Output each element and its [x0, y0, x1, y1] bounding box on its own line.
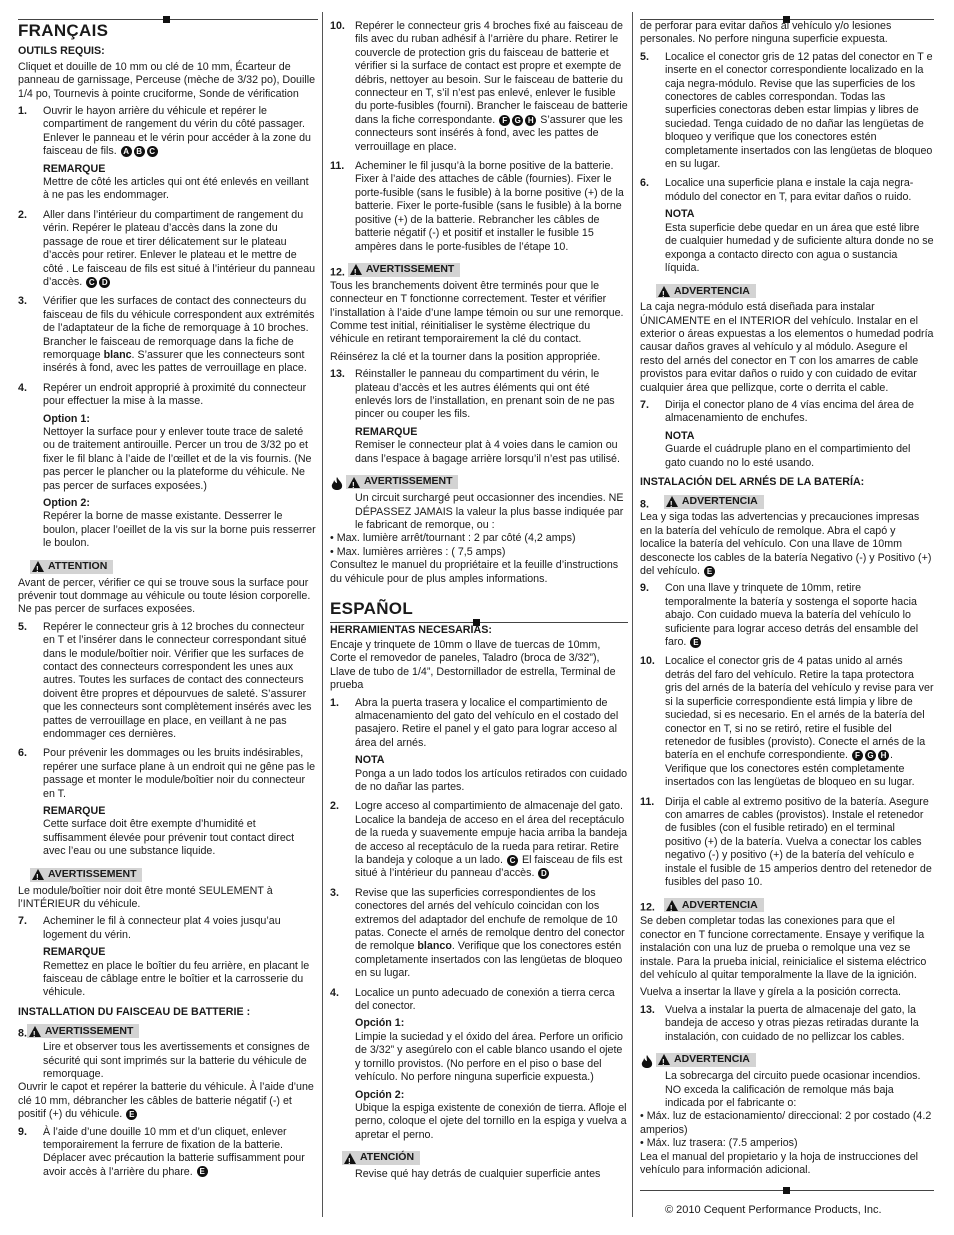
step-12-text: Tous les branchements doivent être terminés pour que le connecteur en T fonctionne correctement. Tester et vérifier l’installation à l’aide d’une lampe témoin ou sur une remorque. Comme test initial, réinitialiser le système électrique du véhicule en retirant temporairement la clé du contact. — [330, 279, 624, 346]
step-6: 6. Pour prévenir les dommages ou les bruits indésirables, repérer une surface plane à un endroit qui ne gêne pas le passage et monter le module/boîtier noir du connecteur en T. REMARQUE Cette surface doit être exempte d’humidité et suffisamment élevée pour prévenir tout contact direct avec l’eau ou une substance liquide. — [18, 747, 316, 858]
callout-g-icon: G — [512, 115, 523, 126]
note-text: Mettre de côté les articles qui ont été enlevés en veillant à ne pas les endommager. — [43, 176, 309, 202]
callout-f-icon: F — [852, 750, 863, 761]
step-12-text-b: Réinsérez la clé et la tourner dans la position appropriée. — [330, 350, 601, 363]
option-2-text: Ubique la espiga existente de conexión de tierra. Afloje el perno, coloque el ojete del tornillo en la espiga y vuelva a apretar el perno. — [355, 1101, 627, 1141]
step-text: Abra la puerta trasera y localice el compartimiento de almacenamiento del gato del vehículo en el costado del pasajero. Retire el panel y el gato para lograr acceso al área del arnés. — [355, 696, 619, 749]
callout-g-icon: G — [865, 750, 876, 761]
step-10: 10. Localice el conector gris de 4 patas unido al arnés detrás del faro del vehículo. Retire la tapa protectora gris del arnés de la batería del vehículo y revise para ver si la superficie correspondiente está limpia y libre de suciedad, si es necesario. En el arnés de la batería del conector en T, si no se retiró, retire el fusible del retenedor de fusibles (provisto). Conecte el arnés de la batería en el enchufe correspondiente. F G H . Verifique que los conectores estén completamente insertados con las lengüetas de bloqueo en su lugar. — [640, 655, 934, 789]
note-label: NOTA — [665, 429, 695, 442]
callout-d-icon: D — [538, 868, 549, 879]
step-4: 4. Repérer un endroit approprié à proximité du connecteur pour effectuer la mise à la masse. Option 1: Nettoyer la surface pour y enlever toute trace de saleté ou de traitement antirouille. Percer un trou de 3/32 po et fixer le fil blanc à l’aide de l’œillet et de la vis fournis. (Ne pas percer le plancher ou la plateforme du véhicule. Ne pas percer de surfaces exposées.) Option 2: Repérer la borne de masse existante. Desserrer le boulon, placer l’oeillet de la vis sur la borne puis resserrer le boulon. — [18, 381, 316, 550]
step-1: 1. Ouvrir le hayon arrière du véhicule et repérer le compartiment de rangement du vérin du côté passager. Enlever le panneau et le vérin pour accéder à la zone du faisceau de fils. A B C REMARQUE Mettre de côté les articles qui ont été enlevés en veillant à ne pas les endommager. — [18, 105, 316, 203]
step-text: Vuelva a instalar la puerta de almacenaje del gato, la bandeja de acceso y otras piezas retiradas durante la instalación, con cuidado de no pellizcar los cables. — [665, 1003, 919, 1043]
warning-badge: ! AVERTISSEMENT — [30, 868, 142, 882]
atencion-text: Revise qué hay detrás de cualquier superficie antes — [355, 1168, 601, 1181]
step-13: 13. Réinstaller le panneau du compartiment du vérin, le plateau d’accès et les autres éléments qui ont été enlevés lors de l’installation, en prenant soin de ne pas pincer ou couper les fils. REMARQUE Remiser le connecteur plat à 4 voies dans le camion ou dans l’espace à bagage arrière lorsqu’il n’est pas utilisé. — [330, 368, 628, 466]
atencion-badge: ! ATENCIÓN — [342, 1151, 420, 1165]
warning-icon — [658, 1054, 670, 1065]
bullet-item: • Máx. luz de estacionamiento/ direccional: 2 por costado (4.2 amperios) — [640, 1110, 932, 1136]
step-text: Vérifier que les surfaces de contact des connecteurs du faisceau de fils du véhicule correspondent aux extrémités de l’adaptateur de la fiche de remorquage à 10 broches. Brancher le faisceau de remorquage dans la fiche de remorquage — [43, 295, 315, 361]
note-text: Esta superficie debe quedar en un área que esté libre de cualquier humedad y de suficiente altura donde no se exponga a contacto directo con agua o sustancia líquida. — [665, 221, 934, 274]
callout-c-icon: C — [147, 146, 158, 157]
callout-e-icon: E — [704, 566, 715, 577]
callout-e-icon: E — [126, 1109, 137, 1120]
step-text: Repérer un endroit approprié à proximité du connecteur pour effectuer la mise à la masse. — [43, 381, 307, 408]
warning-badge: ! AVERTISSEMENT — [346, 475, 458, 489]
warning-icon — [344, 1153, 356, 1164]
step-13: 13. Vuelva a instalar la puerta de almacenaje del gato, la bandeja de acceso y otras piezas retiradas durante la instalación, con cuidado de no pellizcar los cables. — [640, 1003, 919, 1043]
fire-warning-end: Consultez le manuel du propriétaire et la feuille d’instructions du véhicule pour de plus amples informations. — [330, 559, 619, 585]
copyright: © 2010 Cequent Performance Products, Inc. — [665, 1204, 882, 1216]
column-2 — [330, 14, 628, 1181]
note-text: Remettez en place le boîtier du feu arrière, en placant le faisceau de câblage entre le boîtier et la carrosserie du véhicule. — [43, 959, 310, 999]
step-8-head: 8. ! ADVERTENCIA — [640, 492, 934, 512]
warning-text: La caja negra-módulo está diseñada para instalar ÚNICAMENTE en el INTERIOR del vehículo. Instalar en el exterior o áreas expuestas a los elementos o humedad podría causar daños graves al vehículo y al módulo. Asegure el resto del arnés del conector en T con los amarres de cable provistos para evitar daños o ruido y con cuidado de evitar cualquier área que pellizque, corte o derrita el cable. — [640, 301, 934, 394]
step-text: Acheminer le fil jusqu’à la borne positive de la batterie. Fixer à l’aide des attaches de câble (fournies). Fixer le porte-fusible (sans le fusible) à la borne positive (+) de la batterie. Fixer le porte-fusible (sans le fusible) à la borne positive (+) de la batterie. Rebrancher les câbles de batterie négatif (-) et positif et installer le fusible 15 ampères dans le porte-fusibles de l’étape 10. — [355, 160, 624, 253]
step-text: Localice un punto adecuado de conexión a tierra cerca del conector. — [355, 986, 615, 1013]
step-text: Localice una superficie plana e instale la caja negra-módulo del conector en T, para evitar daños o ruido. — [665, 177, 914, 203]
note-label: REMARQUE — [43, 946, 106, 959]
step-3: 3. Revise que las superficies correspondientes de los conectores del arnés del vehículo coincidan con los extremos del adaptador del enchufe de remolque de 10 patas. Conecte el arnés de remolque dentro del conector de remolque blanco. Verifique que los conectores estén completamente insertados con las lengüetas de bloqueo en su lugar. — [330, 886, 625, 980]
callout-e-icon: E — [690, 637, 701, 648]
fire-warning-head — [330, 472, 628, 492]
callout-h-icon: H — [878, 750, 889, 761]
attention-block — [30, 557, 316, 577]
callout-c-icon: C — [507, 855, 518, 866]
section-title-spanish: ESPAÑOL — [330, 599, 414, 619]
option-1-text: Limpie la suciedad y el óxido del área. Perfore un orificio de 3/32” y asegúrelo con el cable blanco usando el ojete y tornillo provistos. (No perfore en el piso o base del vehículo. No perfore ninguna superficie expuesta.) — [355, 1030, 623, 1084]
step-12-text: Se deben completar todas las conexiones para que el conector en T funcione correctamente. Ensaye y verifique la instalación con una luz de prueba o remolque una vez se instale. Para la prueba inicial, reinicialice el sistema eléctrico del vehículo al quitar temporalmente la llave de la ignición. — [640, 915, 927, 981]
step-text: Revise que las superficies correspondientes de los conectores del arnés del vehículo coincidan con los extremos del adaptador del enchufe de remolque de 10 patas. Conecte el arnés de remolque dentro del conector de remolque — [355, 886, 625, 953]
tools-list: Encaje y trinquete de 10mm o llave de tuercas de 10mm, Corte el removedor de paneles, Taladro (broca de 3/32”), Llave de tubo de 1/4”, Destornillador de estrella, Terminal de prueba — [330, 638, 616, 692]
step-text: Ouvrir le hayon arrière du véhicule et repérer le compartiment de rangement du vérin du côté passager. Enlever le panneau et le vérin pour accéder à la zone du faisceau de fils. — [43, 105, 311, 158]
note-label: NOTA — [665, 208, 695, 221]
step-text: Localice el conector gris de 4 patas unido al arnés detrás del faro del vehículo. Retire la tapa protectora gris del arnés de la batería del vehículo y revise para ver si la superficie correspondiente está limpia y libre de suciedad, si es necesario. En el arnés de la batería del conector en T, si no se retiró, retire el fusible del retenedor de fusibles (provisto). Conecte el arnés de la batería en el enchufe correspondiente. — [665, 655, 934, 762]
step-7: 7. Dirija el conector plano de 4 vías encima del área de almacenamiento de enchufes. NOTA Guarde el cuádruple plano en el compartimiento del gato cuando no lo esté usando. — [640, 399, 934, 470]
tools-heading: OUTILS REQUIS: — [18, 45, 105, 58]
step-8-head: 8. ! AVERTISSEMENT — [18, 1021, 316, 1041]
fire-icon — [640, 1055, 654, 1070]
step-9: 9. À l’aide d’une douille 10 mm et d’un cliquet, enlever temporairement la ferrure de fixation de la batterie. Déplacer avec précaution la batterie suffisamment pour avoir accès à l’arrière du phare. E — [18, 1125, 305, 1178]
warning-badge: ! AVERTISSEMENT — [27, 1024, 139, 1038]
option-2-text: Repérer la borne de masse existante. Desserrer le boulon, placer l’oeillet de la vis sur la borne puis resserrer le boulon. — [43, 510, 316, 550]
step-6: 6. Localice una superficie plana e instale la caja negra-módulo del conector en T, para evitar daños o ruido. NOTA Esta superficie debe quedar en un área que esté libre de cualquier humedad y de suficiente altura donde no se exponga a contacto directo con agua o sustancia líquida. — [640, 177, 934, 274]
warning-text: Le module/boîtier noir doit être monté SEULEMENT à l’INTÉRIEUR du véhicule. — [18, 884, 273, 910]
column-french-1 — [18, 14, 316, 1185]
step-text: Repérer le connecteur gris à 12 broches du connecteur en T et l’insérer dans le connecteur correspondant situé dans le module/boîtier noir. Vérifier que les surfaces de contact des connecteurs correspondent les unes aux autres. Toutes les surfaces de contact des connecteurs doivent être propres et dépourvues de saleté. S’assurer que les connecteurs sont complètement insérés avec les pattes de verrouillage en place, en veillant à ne pas endommager ces dernières. — [43, 620, 312, 740]
option-1-label: Opción 1: — [355, 1017, 405, 1030]
step-text: Dirija el conector plano de 4 vías encima del área de almacenamiento de enchufes. — [665, 399, 914, 425]
step-10: 10. Repérer le connecteur gris 4 broches fixé au faisceau de fils avec du ruban adhésif à l’arrière du phare. Retirer le couvercle de protection gris du faisceau de batterie et vérifier si la surface de contact est propre et exempte de débris, nettoyer au besoin. Sur le faisceau de batterie du connecteur en T, s’il n’est pas enlevé, enlever le fusible du porte-fusibles (fourni). Brancher le faisceau de batterie dans la fiche correspondante. F G H S’assurer que les connecteurs sont insérés à fond, avec les pattes de verrouillage en place. — [330, 20, 628, 153]
step-12-head: 12. ! ADVERTENCIA — [640, 895, 934, 915]
step-5: 5. Repérer le connecteur gris à 12 broches du connecteur en T et l’insérer dans le connecteur correspondant situé dans le module/boîtier noir. Vérifier que les surfaces de contact des connecteurs correspondent les unes aux autres. Toutes les surfaces de contact des connecteurs doivent être propres et dépourvues de saleté. S’assurer que les connecteurs sont complètement insérés avec les pattes de verrouillage en place, en veillant à ne pas endommager ces dernières. — [18, 620, 312, 740]
step-text: Réinstaller le panneau du compartiment du vérin, le plateau d’accès et les autres éléments qui ont été enlevés lors de l’installation, en prenant soin de ne pas pincer ou couper les fils. — [355, 368, 615, 421]
column-divider-2 — [632, 12, 633, 1217]
callout-b-icon: B — [134, 146, 145, 157]
step-9: 9. Con una llave y trinquete de 10mm, retire temporalmente la batería y sostenga el soporte hacia abajo. Con cuidado mueva la batería del vehículo lo suficiente para lograr acceso detrás del ensamble del faro. E — [640, 582, 919, 649]
option-2-label: Option 2: — [43, 497, 90, 509]
note-label: REMARQUE — [355, 425, 418, 438]
step-text: Aller dans l’intérieur du compartiment de rangement du vérin. Repérer le plateau d’accès dans la zone du passage de roue et tirer délicatement sur le plateau d’accès pour retirer. Enlever le plateau et le mettre de côté . Le faisceau de fils est situé à l’intérieur du panneau d’accès. — [43, 208, 316, 288]
step-2: 2. Logre acceso al compartimiento de almacenaje del gato. Localice la bandeja de acceso en el área del receptáculo de la rueda y suavemente empuje hacia arriba la bandeja de acceso al receptáculo de la rueda para retirar. Retire la bandeja y coloque a un lado. C El faisceau de fils est situé à l’intérieur du panneau d’accès. D — [330, 800, 628, 880]
note-label: REMARQUE — [43, 805, 106, 818]
step-1: 1. Abra la puerta trasera y localice el compartimiento de almacenamiento del gato del vehículo en el costado del pasajero. Retire el panel y el gato para lograr acceso al área del arnés. NOTA Ponga a un lado todos los artículos retirados con cuidado de no dañar las partes. — [330, 696, 628, 793]
warning-badge: ! ADVERTENCIA — [656, 1053, 756, 1067]
battery-heading: INSTALACIÓN DEL ARNÉS DE LA BATERÍA: — [640, 476, 865, 489]
note-label: NOTA — [355, 754, 385, 767]
atencion-text-cont: de perforar para evitar daños al vehículo y/o lesiones personales. No perfore ninguna superficie expuesta. — [640, 20, 892, 46]
step-3: 3. Vérifier que les surfaces de contact des connecteurs du faisceau de fils du véhicule correspondent aux extrémités de l’adaptateur de la fiche de remorquage à 10 broches. Brancher le faisceau de remorquage dans la fiche de remorquage blanc. S’assurer que les connecteurs sont insérés à fond, avec les pattes de verrouillage en place. — [18, 295, 315, 375]
warning-badge: ! AVERTISSEMENT — [348, 263, 460, 277]
step-text: Dirija el cable al extremo positivo de la batería. Asegure con amarres de cables (provistos). Instale el retenedor de fusibles (con el fusible retirado) en el terminal positivo (+) de la batería. Vuelva a conectar los cables negativo (-) y positivo (+) de la batería del vehículo e instale el fusible de 15 amperios dentro del retenedor de fusibles del paso 10. — [665, 795, 932, 888]
step-4: 4. Localice un punto adecuado de conexión a tierra cerca del conector. Opción 1: Limpie la suciedad y el óxido del área. Perfore un orificio de 3/32” y asegúrelo con el cable blanco usando el ojete y tornillo provistos. (No perfore en el piso o base del vehículo. No perfore ninguna superficie expuesta.) Opción 2: Ubique la espiga existente de conexión de tierra. Afloje el perno, coloque el ojete del tornillo en la espiga y vuelva a apretar el perno. — [330, 986, 627, 1141]
warning-badge: ! ADVERTENCIA — [664, 495, 764, 509]
step-text: À l’aide d’une douille 10 mm et d’un cliquet, enlever temporairement la ferrure de fixation de la batterie. Déplacer avec précaution la batterie suffisamment pour avoir accès à l’arrière du phare. — [43, 1125, 305, 1178]
battery-heading: INSTALLATION DU FAISCEAU DE BATTERIE : — [18, 1005, 251, 1018]
bullet-item: • Máx. luz trasera: (7.5 amperios) — [640, 1137, 798, 1150]
callout-h-icon: H — [525, 115, 536, 126]
note-text: Guarde el cuádruple plano en el compartimiento del gato cuando no lo esté usando. — [665, 443, 911, 469]
fire-warning-text: Un circuit surchargé peut occasionner des incendies. NE DÉPASSEZ JAMAIS la valeur la plus basse indiquée par le fabricant de remorque, ou : — [355, 492, 624, 532]
step-12-head: 12. ! AVERTISSEMENT — [330, 260, 628, 280]
warning-badge: ! ADVERTENCIA — [656, 284, 756, 298]
column-spanish-2 — [640, 14, 934, 1181]
warning-icon — [350, 264, 362, 275]
warning-badge: ! ADVERTENCIA — [664, 898, 764, 912]
callout-d-icon: D — [99, 277, 110, 288]
step-text: Localice el conector gris de 12 patas del conector en T e inserte en el conector correspondiente localizado en la caja negra-módulo. Revise que las superficies de los conectores de cables correspondan. Todas las superficies conectoras deben estar limpias y libres de suciedad. Tenga cuidado de no dañar las lengüetas de bloqueo y verifique que los conectores estén completamente insertados con las lengüetas de bloqueo en su lugar. — [665, 50, 933, 171]
step-8-text: Lea y siga todas las advertencias y precauciones impresas en la batería del vehículo de remolque. Abra el capó y localice la batería del vehículo. Con una llave de 10mm desconecte los cables de la batería Negativo (-) y Positivo (+) del vehículo. E — [640, 511, 932, 578]
step-11: 11. Dirija el cable al extremo positivo de la batería. Asegure con amarres de cables (provistos). Instale el retenedor de fusibles (con el fusible retirado) en el terminal positivo (+) de la batería. Vuelva a conectar los cables negativo (-) y positivo (+) de la batería del vehículo e instale el fusible de 15 amperios dentro del retenedor de fusibles del paso 10. — [640, 795, 932, 888]
warning-icon — [666, 496, 678, 507]
callout-f-icon: F — [499, 115, 510, 126]
warning-icon — [29, 1026, 41, 1037]
step-text: Pour prévenir les dommages ou les bruits indésirables, repérer une surface plane à un endroit qui ne gêne pas le passage et monter le module/boîtier noir du connecteur en T. — [43, 747, 316, 800]
note-text: Remiser le connecteur plat à 4 voies dans le camion ou dans l’espace à bagage arrière lorsqu’il n’est pas utilisé. — [355, 439, 620, 465]
advertencia-block — [656, 281, 934, 301]
note-text: Ponga a un lado todos los artículos retirados con cuidado de no dañar las partes. — [355, 767, 628, 793]
bullet-item: • Max. lumières arrières : ( 7,5 amps) — [330, 545, 506, 558]
bullet-item: • Max. lumière arrêt/tournant : 2 par côté (4,2 amps) — [330, 532, 576, 545]
option-1-label: Option 1: — [43, 412, 90, 425]
step-text: Repérer le connecteur gris 4 broches fixé au faisceau de fils avec du ruban adhésif à l’arrière du phare. Retirer le couvercle de protection gris du faisceau de batterie et vérifier si la surface de contact est propre et exempte de débris, nettoyer au besoin. Sur le faisceau de batterie du connecteur en T, s’il n’est pas enlevé, enlever le fusible du porte-fusibles (fourni). Brancher le faisceau de batterie dans la fiche correspondante. — [355, 20, 628, 126]
warning-icon — [348, 477, 360, 488]
callout-e-icon: E — [197, 1166, 208, 1177]
note-label: REMARQUE — [43, 162, 106, 175]
step-text: Con una llave y trinquete de 10mm, retire temporalmente la batería y sostenga el soporte hacia abajo. Con cuidado mueva la batería del vehículo lo suficiente para lograr acceso detrás del ensamble del faro. — [665, 582, 919, 649]
tools-heading: HERRAMIENTAS NECESARIAS: — [330, 623, 492, 636]
warning-icon — [666, 900, 678, 911]
callout-a-icon: A — [121, 146, 132, 157]
option-2-label: Opción 2: — [355, 1088, 405, 1101]
callout-c-icon: C — [86, 277, 97, 288]
step-2: 2. Aller dans l’intérieur du compartiment de rangement du vérin. Repérer le plateau d’accès dans la zone du passage de roue et tirer délicatement sur le plateau d’accès pour retirer. Enlever le plateau et le mettre de côté . Le faisceau de fils est situé à l’intérieur du panneau d’accès. C D — [18, 208, 316, 288]
warning-icon — [32, 869, 44, 880]
note-text: Cette surface doit être exempte d’humidité et suffisamment élevée pour prévenir tout contact direct avec l’eau ou une substance liquide. — [43, 818, 295, 858]
warning-icon — [658, 286, 670, 297]
rule-marker — [783, 1187, 790, 1194]
warning-icon — [32, 561, 44, 572]
tools-list: Cliquet et douille de 10 mm ou clé de 10 mm, Écarteur de panneau de garnissage, Perceuse (mèche de 3/32 po), Douille 1/4 po, Tournevis à pointe cruciforme, Sonde de vérification — [18, 60, 316, 100]
fire-warning-text: La sobrecarga del circuito puede ocasionar incendios. NO exceda la calificación de remolque más baja indicada por el fabricante o: — [665, 1070, 921, 1109]
step-5: 5. Localice el conector gris de 12 patas del conector en T e inserte en el conector correspondiente localizado en la caja negra-módulo. Revise que las superficies de los conectores de cables correspondan. Todas las superficies conectoras deben estar limpias y libres de suciedad. Tenga cuidado de no dañar las lengüetas de bloqueo y verifique que los conectores estén completamente insertados con las lengüetas de bloqueo en su lugar. — [640, 50, 933, 171]
column-divider-1 — [322, 12, 323, 1217]
atencion-block — [342, 1148, 628, 1168]
attention-text: Avant de percer, vérifier ce qui se trouve sous la surface pour prévenir tout dommage au véhicule ou toute lésion corporelle. Ne pas percer de surfaces exposées. — [18, 576, 311, 616]
attention-badge: ! ATTENTION — [30, 560, 113, 574]
section-title-french: FRANÇAIS — [18, 21, 109, 40]
step-12-text-b: Vuelva a insertar la llave y gírela a la posición correcta. — [640, 986, 901, 999]
fire-warning-head — [640, 1050, 934, 1070]
step-text: Acheminer le fil à connecteur plat 4 voies jusqu’au logement du vérin. — [43, 915, 281, 941]
step-11: 11. Acheminer le fil jusqu’à la borne positive de la batterie. Fixer à l’aide des attaches de câble (fournies). Fixer le porte-fusible (sans le fusible) à la borne positive (+) de la batterie. Fixer le porte-fusible (sans le fusible) à la borne positive (+) de la batterie. Rebrancher les câbles de batterie négatif (-) et positif et installer le fusible 15 ampères dans le porte-fusibles de l’étape 10. — [330, 160, 624, 253]
step-8-text: Lire et observer tous les avertissements et consignes de sécurité qui sont imprimés sur la batterie du véhicule de remorquage. — [43, 1041, 310, 1080]
step-text: Logre acceso al compartimiento de almacenaje del gato. Localice la bandeja de acceso en el área del receptáculo de la rueda y suavemente empuje hacia arriba la bandeja de acceso al receptáculo de la rueda para retirar. Retire la bandeja y coloque a un lado. — [355, 800, 628, 867]
step-8-text-b: Ouvrir le capot et repérer la batterie du véhicule. À l’aide d’une clé 10 mm, débrancher les câbles de batterie négatif (-) et positif (+) du véhicule. E — [18, 1081, 314, 1121]
step-7: 7. Acheminer le fil à connecteur plat 4 voies jusqu’au logement du vérin. REMARQUE Remettez en place le boîtier du feu arrière, en placant le faisceau de câblage entre le boîtier et la carrosserie du véhicule. — [18, 915, 316, 999]
option-1-text: Nettoyer la surface pour y enlever toute trace de saleté ou de traitement antirouille. Percer un trou de 3/32 po et fixer le fil blanc à l’aide de l’œillet et de la vis fournis. (Ne pas percer le plancher ou la plateforme du véhicule. Ne pas percer de surfaces exposées.) — [43, 425, 312, 492]
fire-icon — [330, 477, 344, 492]
warning-block — [30, 865, 316, 885]
fire-warning-end: Lea el manual del propietario y la hoja de instrucciones del vehículo para información adicional. — [640, 1150, 919, 1176]
